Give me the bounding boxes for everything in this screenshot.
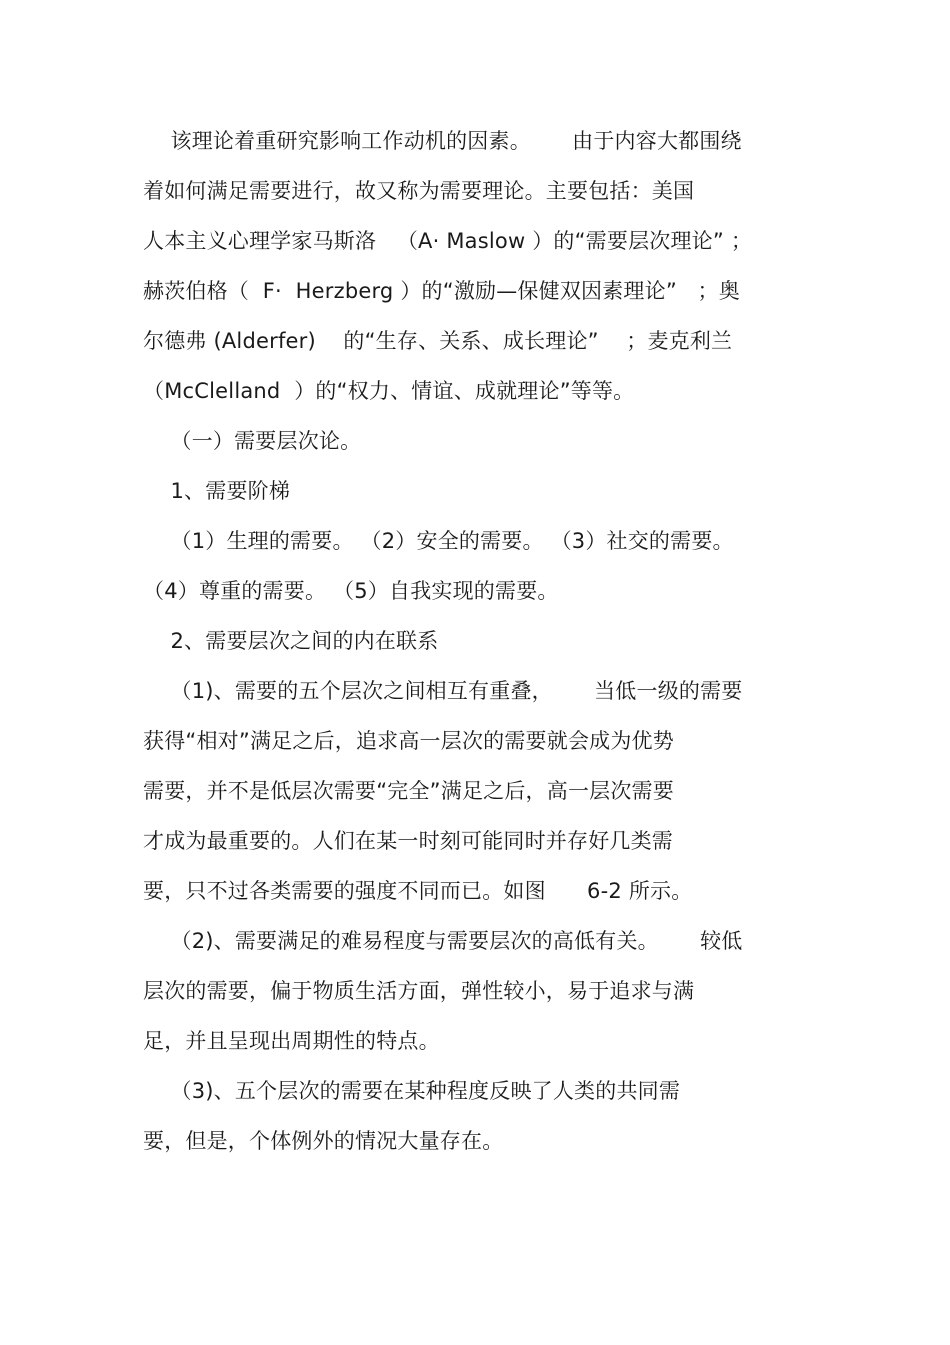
paragraph-line: （3)、五个层次的需要在某种程度反映了人类的共同需 — [143, 1079, 681, 1103]
paragraph-line: 要，但是，个体例外的情况大量存在。 — [143, 1129, 504, 1153]
paragraph-line: 要，只不过各类需要的强度不同而已。如图 6-2 所示。 — [143, 879, 693, 903]
paragraph-line: （1)、需要的五个层次之间相互有重叠， 当低一级的需要 — [143, 679, 743, 703]
paragraph-line: 尔德弗 (Alderfer) 的“生存、关系、成长理论” ；麦克利兰 — [143, 329, 733, 353]
section-heading: （一）需要层次论。 — [143, 429, 362, 453]
paragraph-line: （2)、需要满足的难易程度与需要层次的高低有关。 较低 — [143, 929, 743, 953]
paragraph-line: 人本主义心理学家马斯洛 （A· Maslow ）的“需要层次理论” ； — [143, 229, 753, 253]
paragraph-line: （McClelland ）的“权力、情谊、成就理论”等等。 — [143, 379, 635, 403]
paragraph-line: 层次的需要，偏于物质生活方面，弹性较小，易于追求与满 — [143, 979, 695, 1003]
subsection-heading: 1、需要阶梯 — [143, 479, 291, 503]
paragraph-line: 该理论着重研究影响工作动机的因素。 由于内容大都围绕 — [143, 129, 742, 153]
paragraph-line: 赫茨伯格（ F· Herzberg ）的“激励—保健双因素理论” ；奥 — [143, 279, 740, 303]
paragraph-line: 获得“相对”满足之后，追求高一层次的需要就会成为优势 — [143, 729, 674, 753]
subsection-heading: 2、需要层次之间的内在联系 — [143, 629, 439, 653]
paragraph-line: 需要，并不是低层次需要“完全”满足之后，高一层次需要 — [143, 779, 674, 803]
paragraph-line: 足，并且呈现出周期性的特点。 — [143, 1029, 440, 1053]
paragraph-line: 才成为最重要的。人们在某一时刻可能同时并存好几类需 — [143, 829, 673, 853]
list-line: （4）尊重的需要。 （5）自我实现的需要。 — [143, 579, 559, 603]
paragraph-line: 着如何满足需要进行，故又称为需要理论。主要包括：美国 — [143, 179, 695, 203]
list-line: （1）生理的需要。 （2）安全的需要。 （3）社交的需要。 — [143, 529, 734, 553]
